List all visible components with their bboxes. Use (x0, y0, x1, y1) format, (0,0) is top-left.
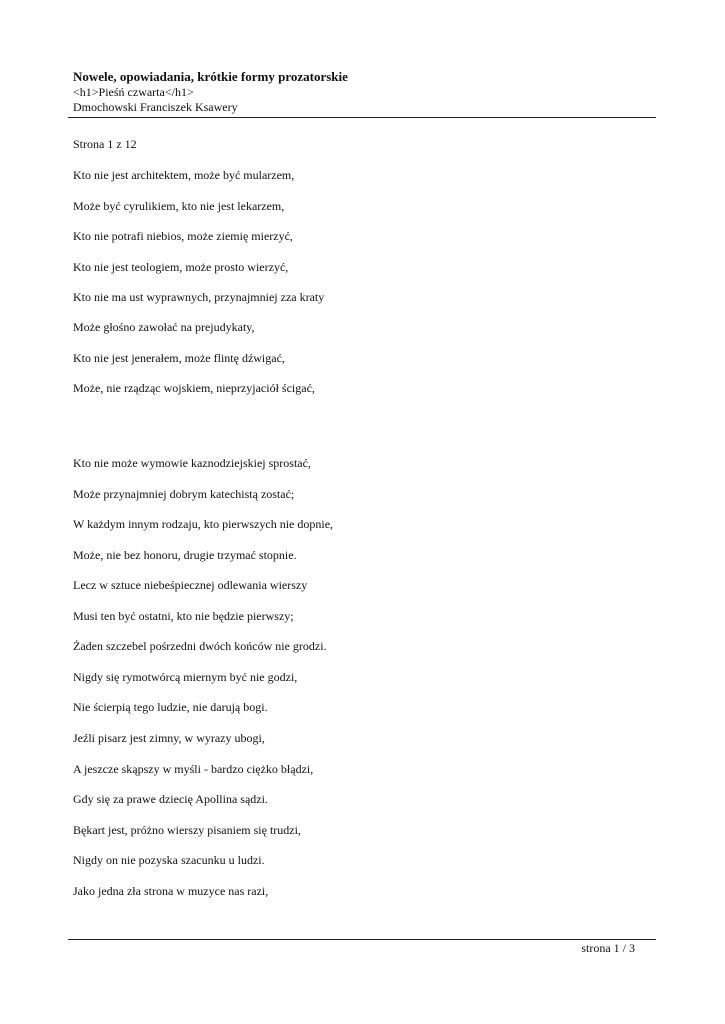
verse-line: W każdym innym rodzaju, kto pierwszych nie dopnie, (73, 517, 334, 531)
verse-line: Kto nie może wymowie kaznodziejskiej sprostać, (73, 456, 311, 470)
verse-line: Jako jedna zła strona w muzyce nas razi, (73, 884, 269, 898)
verse-line: Kto nie ma ust wyprawnych, przynajmniej zza kraty (73, 290, 325, 304)
verse-line: Może głośno zawołać na prejudykaty, (73, 320, 255, 334)
document-subtitle: <h1>Pieśń czwarta</h1> (73, 85, 194, 99)
verse-line: Bękart jest, próżno wierszy pisaniem się trudzi, (73, 823, 301, 837)
verse-line: Kto nie jest teologiem, może prosto wierzyć, (73, 260, 289, 274)
document-header (73, 68, 653, 115)
footer-divider (68, 939, 656, 940)
footer-page-number: strona 1 / 3 (581, 941, 635, 955)
verse-line: Musi ten być ostatni, kto nie będzie pierwszy; (73, 609, 294, 623)
verse-line: Kto nie jest architektem, może być mularzem, (73, 168, 295, 182)
document-title: Nowele, opowiadania, krótkie formy prozatorskie (73, 69, 348, 84)
verse-line: Może przynajmniej dobrym katechistą zostać; (73, 487, 295, 501)
verse-line: Jeźli pisarz jest zimny, w wyrazy ubogi, (73, 731, 265, 745)
verse-line: Kto nie jest jenerałem, może flintę dźwigać, (73, 351, 285, 365)
verse-line: Nie ścierpią tego ludzie, nie darują bogi. (73, 700, 268, 714)
verse-line: Nigdy się rymotwórcą miernym być nie godzi, (73, 670, 298, 684)
verse-line: Kto nie potrafi niebios, może ziemię mierzyć, (73, 229, 293, 243)
verse-line: Może być cyrulikiem, kto nie jest lekarzem, (73, 199, 285, 213)
verse-line: Żaden szczebel pośrzedni dwóch końców nie grodzi. (73, 639, 327, 653)
document-author: Dmochowski Franciszek Ksawery (73, 100, 238, 114)
verse-line: Może, nie bez honoru, drugie trzymać stopnie. (73, 548, 297, 562)
verse-line: Gdy się za prawe dziecię Apollina sądzi. (73, 792, 268, 806)
header-divider (68, 117, 656, 118)
verse-line: A jeszcze skąpszy w myśli - bardzo ciężko błądzi, (73, 762, 314, 776)
verse-line: Może, nie rządząc wojskiem, nieprzyjaciół ścigać, (73, 381, 315, 395)
page-counter: Strona 1 z 12 (73, 137, 137, 151)
verse-line: Lecz w sztuce niebeśpiecznej odlewania wierszy (73, 578, 308, 592)
verse-line: Nigdy on nie pozyska szacunku u ludzi. (73, 853, 265, 867)
